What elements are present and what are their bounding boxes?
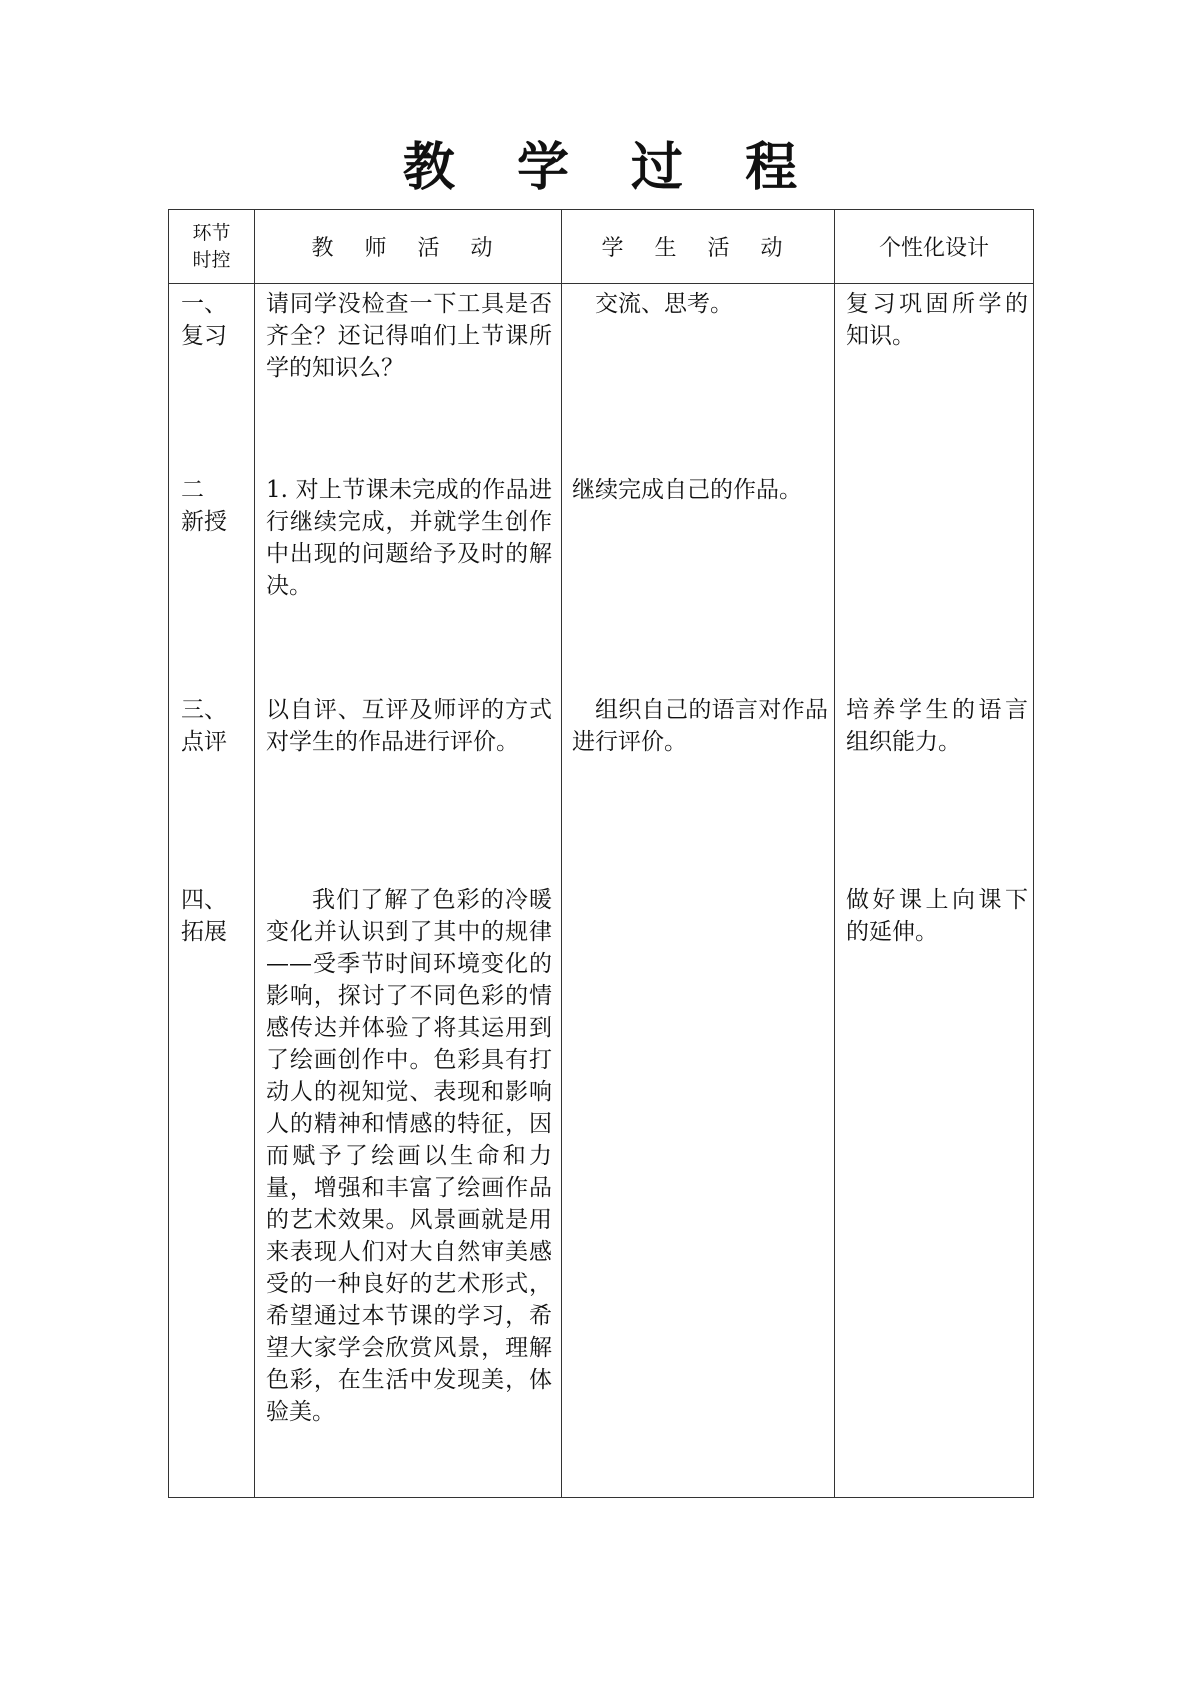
stage-column — [169, 284, 255, 1498]
teacher-activity-column — [255, 284, 562, 1498]
header-stage-label: 环节 — [192, 221, 231, 244]
stage-new-lesson — [181, 474, 251, 538]
header-time-label: 时控 — [192, 248, 231, 271]
table-header-row — [169, 210, 1034, 284]
header-design-label: 个性化设计 — [878, 236, 989, 261]
header-student-activity — [562, 210, 835, 284]
teacher-activity-comment: 以自评、互评及师评的方式对学生的作品进行评价。 — [266, 697, 552, 755]
stage-name: 新授 — [181, 509, 227, 535]
student-activity-new-lesson: 继续完成自己的作品。 — [572, 477, 802, 503]
stage-num: 二 — [181, 477, 204, 503]
student-activity-review: 交流、思考。 — [595, 291, 733, 317]
design-extension: 做好课上向课下的延伸。 — [846, 887, 1028, 945]
teaching-process-table — [168, 209, 1034, 1498]
design-review: 复习巩固所学的知识。 — [846, 291, 1028, 349]
design-comment: 培养学生的语言组织能力。 — [846, 697, 1028, 755]
stage-name: 复习 — [181, 323, 227, 349]
header-personal-design — [835, 210, 1034, 284]
stage-num: 一、 — [181, 291, 227, 317]
page-title: 教 学 过 程 — [402, 137, 820, 198]
stage-extension — [181, 884, 251, 948]
header-stage-time — [169, 210, 255, 284]
stage-num: 三、 — [181, 697, 227, 723]
student-activity-column — [562, 284, 835, 1498]
stage-review — [181, 288, 251, 352]
header-teacher-activity — [255, 210, 562, 284]
teacher-activity-new-lesson: 1. 对上节课未完成的作品进行继续完成，并就学生创作中出现的问题给予及时的解决。 — [266, 477, 552, 599]
header-teacher-label: 教 师 活 动 — [311, 236, 505, 261]
personal-design-column — [835, 284, 1034, 1498]
teacher-activity-extension: 我们了解了色彩的冷暖变化并认识到了其中的规律——受季节时间环境变化的影响，探讨了不同色彩的情感传达并体验了将其运用到了绘画创作中。色彩具有打动人的视知觉、表现和影响人的精神和情感的特征，因而赋予了绘画以生命和力量，增强和丰富了绘画作品的艺术效果。风景画就是用来表现人们对大自然审美感受的一种良好的艺术形式，希望通过本节课的学习，希望大家学会欣赏风景，理解色彩，在生活中发现美，体验美。 — [266, 887, 552, 1425]
stage-name: 拓展 — [181, 919, 227, 945]
table-body-row — [169, 284, 1034, 1498]
stage-comment — [181, 694, 251, 758]
stage-num: 四、 — [181, 887, 227, 913]
header-student-label: 学 生 活 动 — [601, 236, 795, 261]
teacher-activity-review: 请同学没检查一下工具是否齐全？还记得咱们上节课所学的知识么？ — [266, 291, 552, 381]
stage-name: 点评 — [181, 729, 227, 755]
student-activity-comment: 组织自己的语言对作品进行评价。 — [572, 697, 828, 755]
